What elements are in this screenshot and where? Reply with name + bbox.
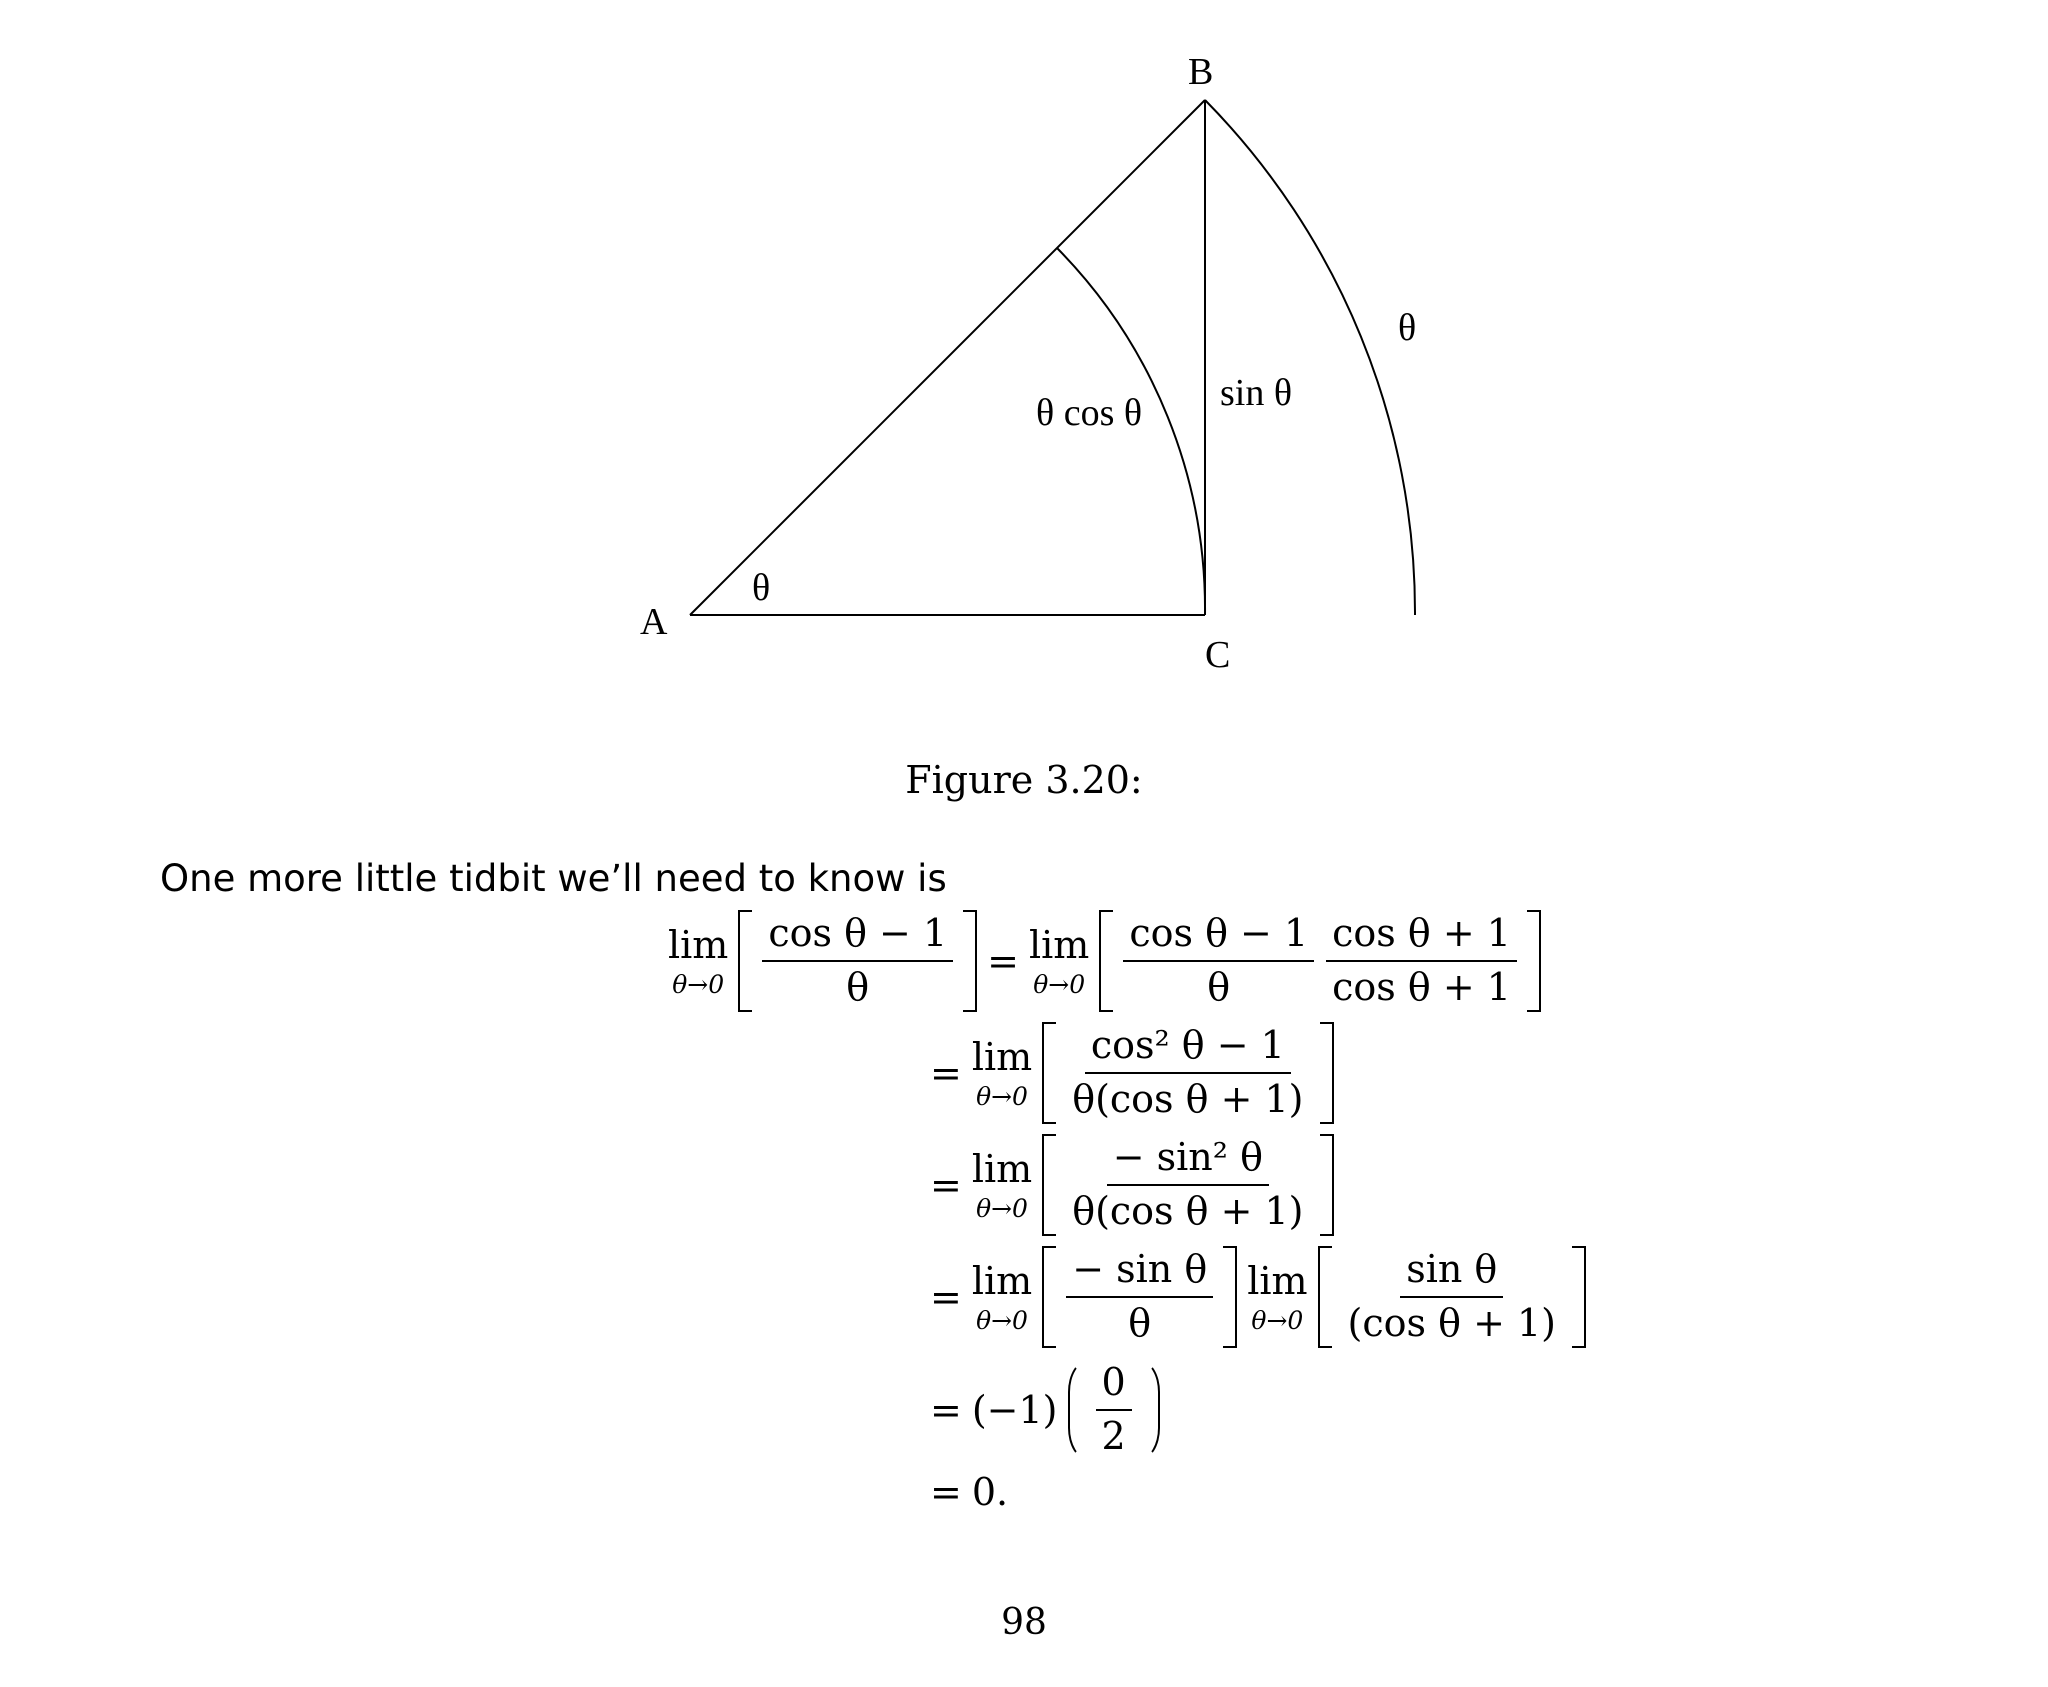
bracket-left <box>738 910 752 1012</box>
equals-sign: = <box>987 939 1019 983</box>
fraction: $\frac{\text{sin θ}}{\text{(cos θ + 1)}}$ <box>1347 1247 1556 1345</box>
limit-operator: lim θ→0 <box>1247 1258 1308 1335</box>
triangle-figure <box>0 0 2048 760</box>
paren-right <box>1140 1360 1160 1460</box>
label-sin-theta: sin θ <box>1220 372 1293 414</box>
limit-operator: lim θ→0 <box>971 1146 1033 1223</box>
label-theta-cos-theta: θ cos θ <box>1036 392 1143 434</box>
equation-line-1 <box>658 910 1541 1012</box>
equation-line-2 <box>930 1022 1334 1124</box>
label-a: A <box>640 601 668 643</box>
bracket-right <box>1320 1134 1334 1236</box>
bracket-right <box>1527 910 1541 1012</box>
equals-sign: = <box>930 1051 962 1095</box>
equation-line-6 <box>930 1470 1008 1514</box>
bracket-left <box>1318 1246 1332 1348</box>
equals-sign: = <box>930 1470 962 1514</box>
bracket-right <box>963 910 977 1012</box>
outer-arc <box>1205 100 1415 615</box>
fraction: $\frac{\text{cos θ − 1}}{\theta}$ <box>1123 914 1314 1008</box>
bracket-left <box>1099 910 1113 1012</box>
label-theta-arc: θ <box>1398 307 1417 349</box>
fraction: $\frac{\text{cos² θ − 1}}{\text{θ(cos θ + 1)}}$ <box>1072 1023 1304 1121</box>
equation-line-4 <box>930 1246 1586 1348</box>
bracket-left <box>1042 1246 1056 1348</box>
fraction: $\frac{\text{cos θ − 1}}{\theta}$ <box>762 914 953 1008</box>
bracket-right <box>1572 1246 1586 1348</box>
limit-operator: lim θ→0 <box>971 1034 1033 1111</box>
bracket-right <box>1320 1022 1334 1124</box>
fraction: $\frac{\text{− sin² θ}}{\text{θ(cos θ + 1)}}$ <box>1072 1135 1304 1233</box>
bracket-left <box>1042 1022 1056 1124</box>
equation-line-5 <box>930 1360 1160 1460</box>
intro-text: One more little tidbit we’ll need to know is <box>160 857 947 900</box>
factor: (−1) <box>971 1388 1058 1432</box>
equals-sign: = <box>930 1163 962 1207</box>
paren-left <box>1068 1360 1088 1460</box>
bracket-right <box>1223 1246 1237 1348</box>
label-c: C <box>1205 634 1231 676</box>
limit-operator: lim θ→0 <box>971 1258 1033 1335</box>
fraction: $\frac{\text{cos θ + 1}}{\text{cos θ + 1}}$ <box>1326 914 1517 1008</box>
fraction: $\frac{0}{2}$ <box>1096 1363 1132 1457</box>
limit-operator: lim θ→0 <box>668 922 729 999</box>
fraction: $\frac{\text{− sin θ}}{\theta}$ <box>1066 1250 1213 1344</box>
label-theta-angle: θ <box>752 567 771 609</box>
label-b: B <box>1188 51 1214 93</box>
equals-sign: = <box>930 1388 962 1432</box>
equation-line-3 <box>930 1134 1334 1236</box>
limit-operator: lim θ→0 <box>1028 922 1090 999</box>
figure-caption: Figure 3.20: <box>905 758 1143 802</box>
result: 0. <box>971 1470 1009 1514</box>
bracket-left <box>1042 1134 1056 1236</box>
side-ab <box>690 100 1205 615</box>
equals-sign: = <box>930 1275 962 1319</box>
page-number: 98 <box>1001 1602 1047 1643</box>
